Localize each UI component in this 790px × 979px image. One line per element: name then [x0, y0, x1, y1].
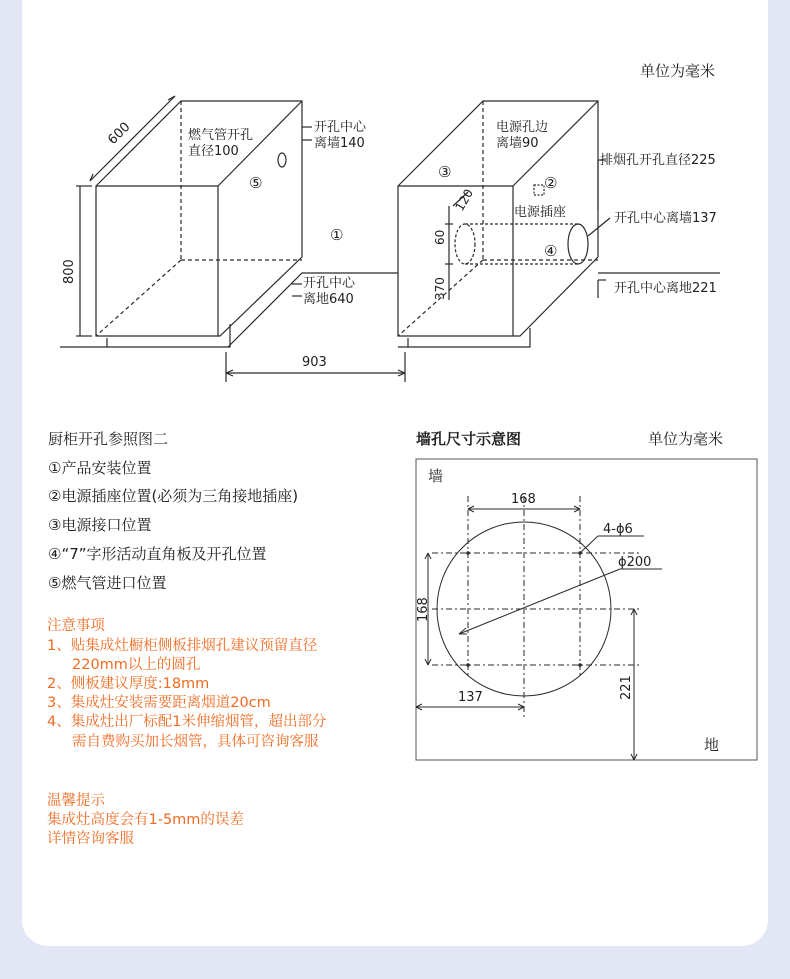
dim-903: 903 — [302, 355, 327, 370]
marker-3: ③ — [438, 163, 452, 181]
socket-label: 电源插座 — [514, 205, 567, 220]
marker-5: ⑤ — [249, 174, 263, 192]
dim-370: 370 — [433, 277, 447, 300]
legend-item: ⑤燃气管进口位置 — [48, 574, 167, 592]
dim-left-168: 168 — [416, 597, 431, 622]
dim-600: 600 — [105, 119, 134, 148]
marker-2: ② — [544, 174, 558, 192]
exhaust-hole-label: 排烟孔开孔直径225 — [600, 153, 716, 168]
gas-pipe-hole-label-1: 燃气管开孔 — [188, 128, 254, 143]
dim-right-221: 221 — [619, 675, 634, 700]
tips-line: 集成灶高度会有1-5mm的误差 — [47, 812, 244, 828]
legend-item: ①产品安装位置 — [48, 459, 152, 477]
dim-120: 120 — [452, 186, 477, 214]
wall-label: 墙 — [428, 467, 444, 485]
left-cabinet-front-edges — [96, 186, 218, 336]
hole-center-wall-137-label: 开孔中心离墙137 — [614, 211, 717, 226]
legend-item: ④“7”字形活动直角板及开孔位置 — [48, 545, 267, 563]
note-line: 2、侧板建议厚度:18mm — [47, 676, 210, 692]
gas-pipe-hole-label-2: 直径100 — [188, 144, 239, 159]
wall-hole-diagram — [412, 456, 762, 766]
diameter-label: ϕ200 — [618, 555, 652, 570]
legend-title: 厨柜开孔参照图二 — [48, 430, 169, 448]
power-hole-label-2: 离墙90 — [496, 136, 539, 151]
hole-center-wall-label-2: 离墙140 — [314, 136, 365, 151]
wall-hole-title: 墙孔尺寸示意图 — [416, 430, 522, 448]
dim-bottom-137: 137 — [458, 690, 483, 705]
note-line: 4、集成灶出厂标配1米伸缩烟管，超出部分 — [47, 714, 327, 730]
legend-item: ②电源插座位置(必须为三角接地插座) — [48, 487, 299, 505]
screw-holes-label: 4-ϕ6 — [603, 522, 633, 537]
floor-label: 地 — [704, 736, 720, 754]
tips-line: 详情咨询客服 — [47, 831, 134, 847]
dim-top-168: 168 — [511, 492, 536, 507]
unit-label-top: 单位为毫米 — [640, 62, 716, 80]
dim-60: 60 — [433, 229, 447, 245]
notes-title: 注意事项 — [47, 618, 105, 634]
marker-4: ④ — [544, 242, 558, 260]
note-line: 需自费购买加长烟管，具体可咨询客服 — [72, 734, 319, 750]
cabinet-diagram — [0, 0, 790, 400]
note-line: 1、贴集成灶橱柜侧板排烟孔建议预留直径 — [47, 638, 318, 654]
legend-item: ③电源接口位置 — [48, 516, 152, 534]
power-hole-label-1: 电源孔边 — [496, 120, 549, 135]
dim-800: 800 — [62, 259, 77, 284]
hole-center-floor-label-1: 开孔中心 — [303, 276, 356, 291]
hole-center-wall-label-1: 开孔中心 — [314, 120, 367, 135]
tips-title: 温馨提示 — [47, 793, 105, 809]
note-line: 3、集成灶安装需要距离烟道20cm — [47, 695, 271, 711]
hole-center-floor-label-2: 离地640 — [303, 292, 354, 307]
marker-1: ① — [330, 226, 344, 244]
hole-center-floor-221-label: 开孔中心离地221 — [614, 281, 717, 296]
note-line: 220mm以上的圆孔 — [72, 657, 201, 673]
wall-hole-unit: 单位为毫米 — [648, 430, 724, 448]
